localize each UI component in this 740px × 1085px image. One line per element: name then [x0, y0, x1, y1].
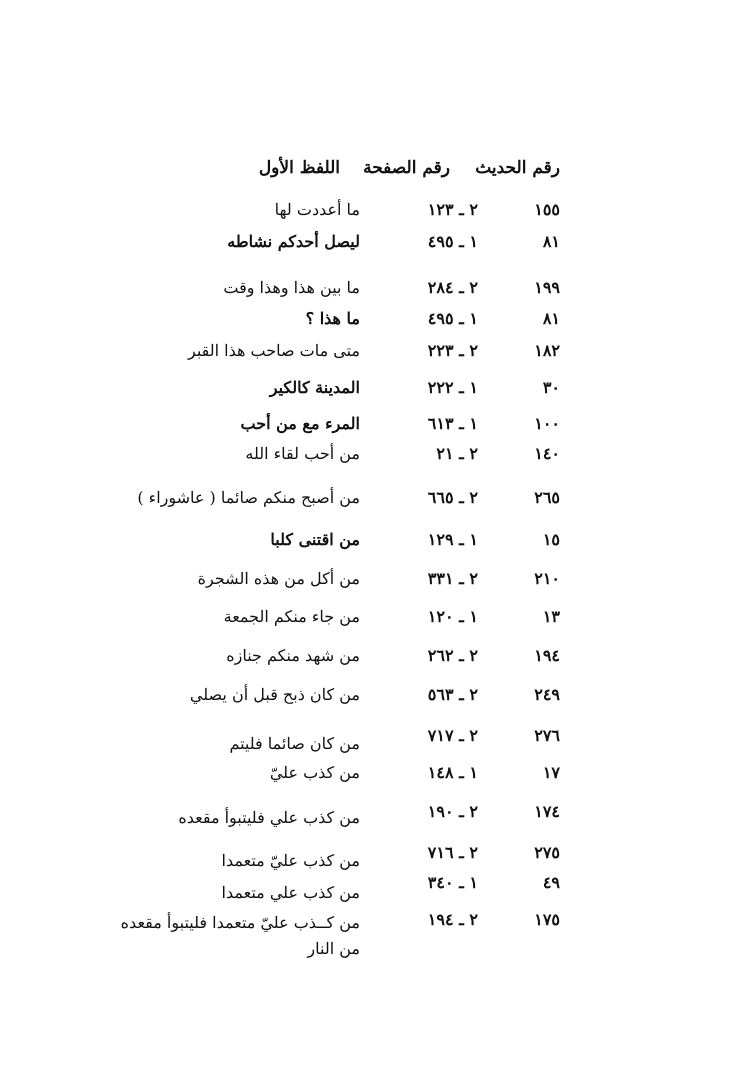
first-word: ليصل أحدكم نشاطه	[227, 232, 360, 251]
hadith-number: ٢٧٥	[534, 843, 560, 862]
page-number: ٢ ـ ٥٦٣	[427, 685, 478, 704]
page-number: ١ ـ ٦١٣	[427, 414, 478, 433]
first-word: من كذب عليّ	[269, 763, 360, 782]
page-number: ١ ـ ٣٤٠	[427, 873, 478, 892]
table-row	[0, 530, 740, 560]
hadith-number: ٢٤٩	[534, 685, 560, 704]
table-row	[0, 569, 740, 599]
header-hadith-number: رقم الحديث	[475, 158, 560, 178]
page-number: ٢ ـ ٢٨٤	[427, 278, 478, 297]
table-row	[0, 910, 740, 970]
hadith-number: ٢٧٦	[534, 726, 560, 745]
first-word: من اقتنى كلبا	[270, 530, 360, 549]
hadith-number: ٢١٠	[534, 569, 560, 588]
table-row	[0, 763, 740, 793]
table-row	[0, 726, 740, 756]
hadith-number: ١٧٤	[534, 802, 560, 821]
page-number: ٢ ـ ٢١	[436, 444, 478, 463]
hadith-number: ٣٠	[542, 378, 560, 397]
table-row	[0, 309, 740, 339]
header-page-number: رقم الصفحة	[363, 158, 450, 178]
first-word: ما هذا ؟	[305, 309, 360, 328]
hadith-number: ١٧	[542, 763, 560, 782]
page-number: ٢ ـ ٢٢٣	[427, 341, 478, 360]
hadith-number: ٢٦٥	[534, 488, 560, 507]
hadith-number: ٤٩	[542, 873, 560, 892]
table-row	[0, 646, 740, 676]
table-row	[0, 232, 740, 262]
page-number: ١ ـ ١٢٠	[427, 607, 478, 626]
page-number: ٢ ـ ١٢٣	[427, 200, 478, 219]
first-word: من أصبح منكم صائما ( عاشوراء )	[137, 488, 360, 507]
page-number: ١ ـ ٢٢٢	[427, 378, 478, 397]
table-row	[0, 444, 740, 474]
table-row	[0, 802, 740, 832]
page-number: ٢ ـ ١٩٤	[427, 910, 478, 929]
hadith-number: ١٥	[542, 530, 560, 549]
page-number: ٢ ـ ٧١٧	[427, 726, 478, 745]
first-word: من أكل من هذه الشجرة	[197, 569, 360, 588]
table-row	[0, 607, 740, 637]
first-word: متى مات صاحب هذا القبر	[188, 341, 360, 360]
first-word: المرء مع من أحب	[240, 414, 360, 433]
first-word: من كــذب عليّ متعمدا فليتبوأ مقعده من النار	[120, 913, 360, 958]
page-number: ٢ ـ ٦٦٥	[427, 488, 478, 507]
first-word: من كذب عليّ متعمدا	[221, 851, 360, 870]
first-word: المدينة كالكير	[269, 378, 360, 397]
hadith-number: ١٥٥	[534, 200, 560, 219]
first-word: من جاء منكم الجمعة	[223, 607, 360, 626]
first-word: من كذب علي فليتبوأ مقعده	[178, 808, 360, 827]
page-number: ١ ـ ١٤٨	[427, 763, 478, 782]
table-row	[0, 873, 740, 903]
table-row	[0, 341, 740, 371]
table-row	[0, 685, 740, 715]
page-number: ٢ ـ ٣٣١	[427, 569, 478, 588]
hadith-number: ١٤٠	[534, 444, 560, 463]
hadith-number: ٨١	[542, 232, 560, 251]
hadith-number: ١٠٠	[534, 414, 560, 433]
first-word: ما أعددت لها	[274, 200, 360, 219]
table-row	[0, 843, 740, 873]
page-number: ١ ـ ٤٩٥	[427, 232, 478, 251]
page-number: ٢ ـ ٧١٦	[427, 843, 478, 862]
hadith-number: ١٧٥	[534, 910, 560, 929]
first-word: من أحب لقاء الله	[245, 444, 360, 463]
hadith-number: ١٩٩	[534, 278, 560, 297]
table-row	[0, 488, 740, 518]
hadith-number: ١٨٢	[534, 341, 560, 360]
page-number: ١ ـ ٤٩٥	[427, 309, 478, 328]
table-row	[0, 200, 740, 230]
table-row	[0, 378, 740, 408]
hadith-number: ١٣	[542, 607, 560, 626]
page-number: ١ ـ ١٢٩	[427, 530, 478, 549]
table-row	[0, 414, 740, 444]
table-row	[0, 278, 740, 308]
hadith-number: ١٩٤	[534, 646, 560, 665]
first-word: من كان ذبح قبل أن يصلي	[189, 685, 360, 704]
page-number: ٢ ـ ١٩٠	[427, 802, 478, 821]
first-word: ما بين هذا وهذا وقت	[223, 278, 360, 297]
first-word: من كذب علي متعمدا	[221, 883, 360, 902]
page-number: ٢ ـ ٢٦٢	[427, 646, 478, 665]
hadith-number: ٨١	[542, 309, 560, 328]
first-word: من كان صائما فليتم	[229, 734, 360, 753]
first-word: من شهد منكم جنازه	[226, 646, 360, 665]
header-first-word: اللفظ الأول	[258, 158, 340, 178]
